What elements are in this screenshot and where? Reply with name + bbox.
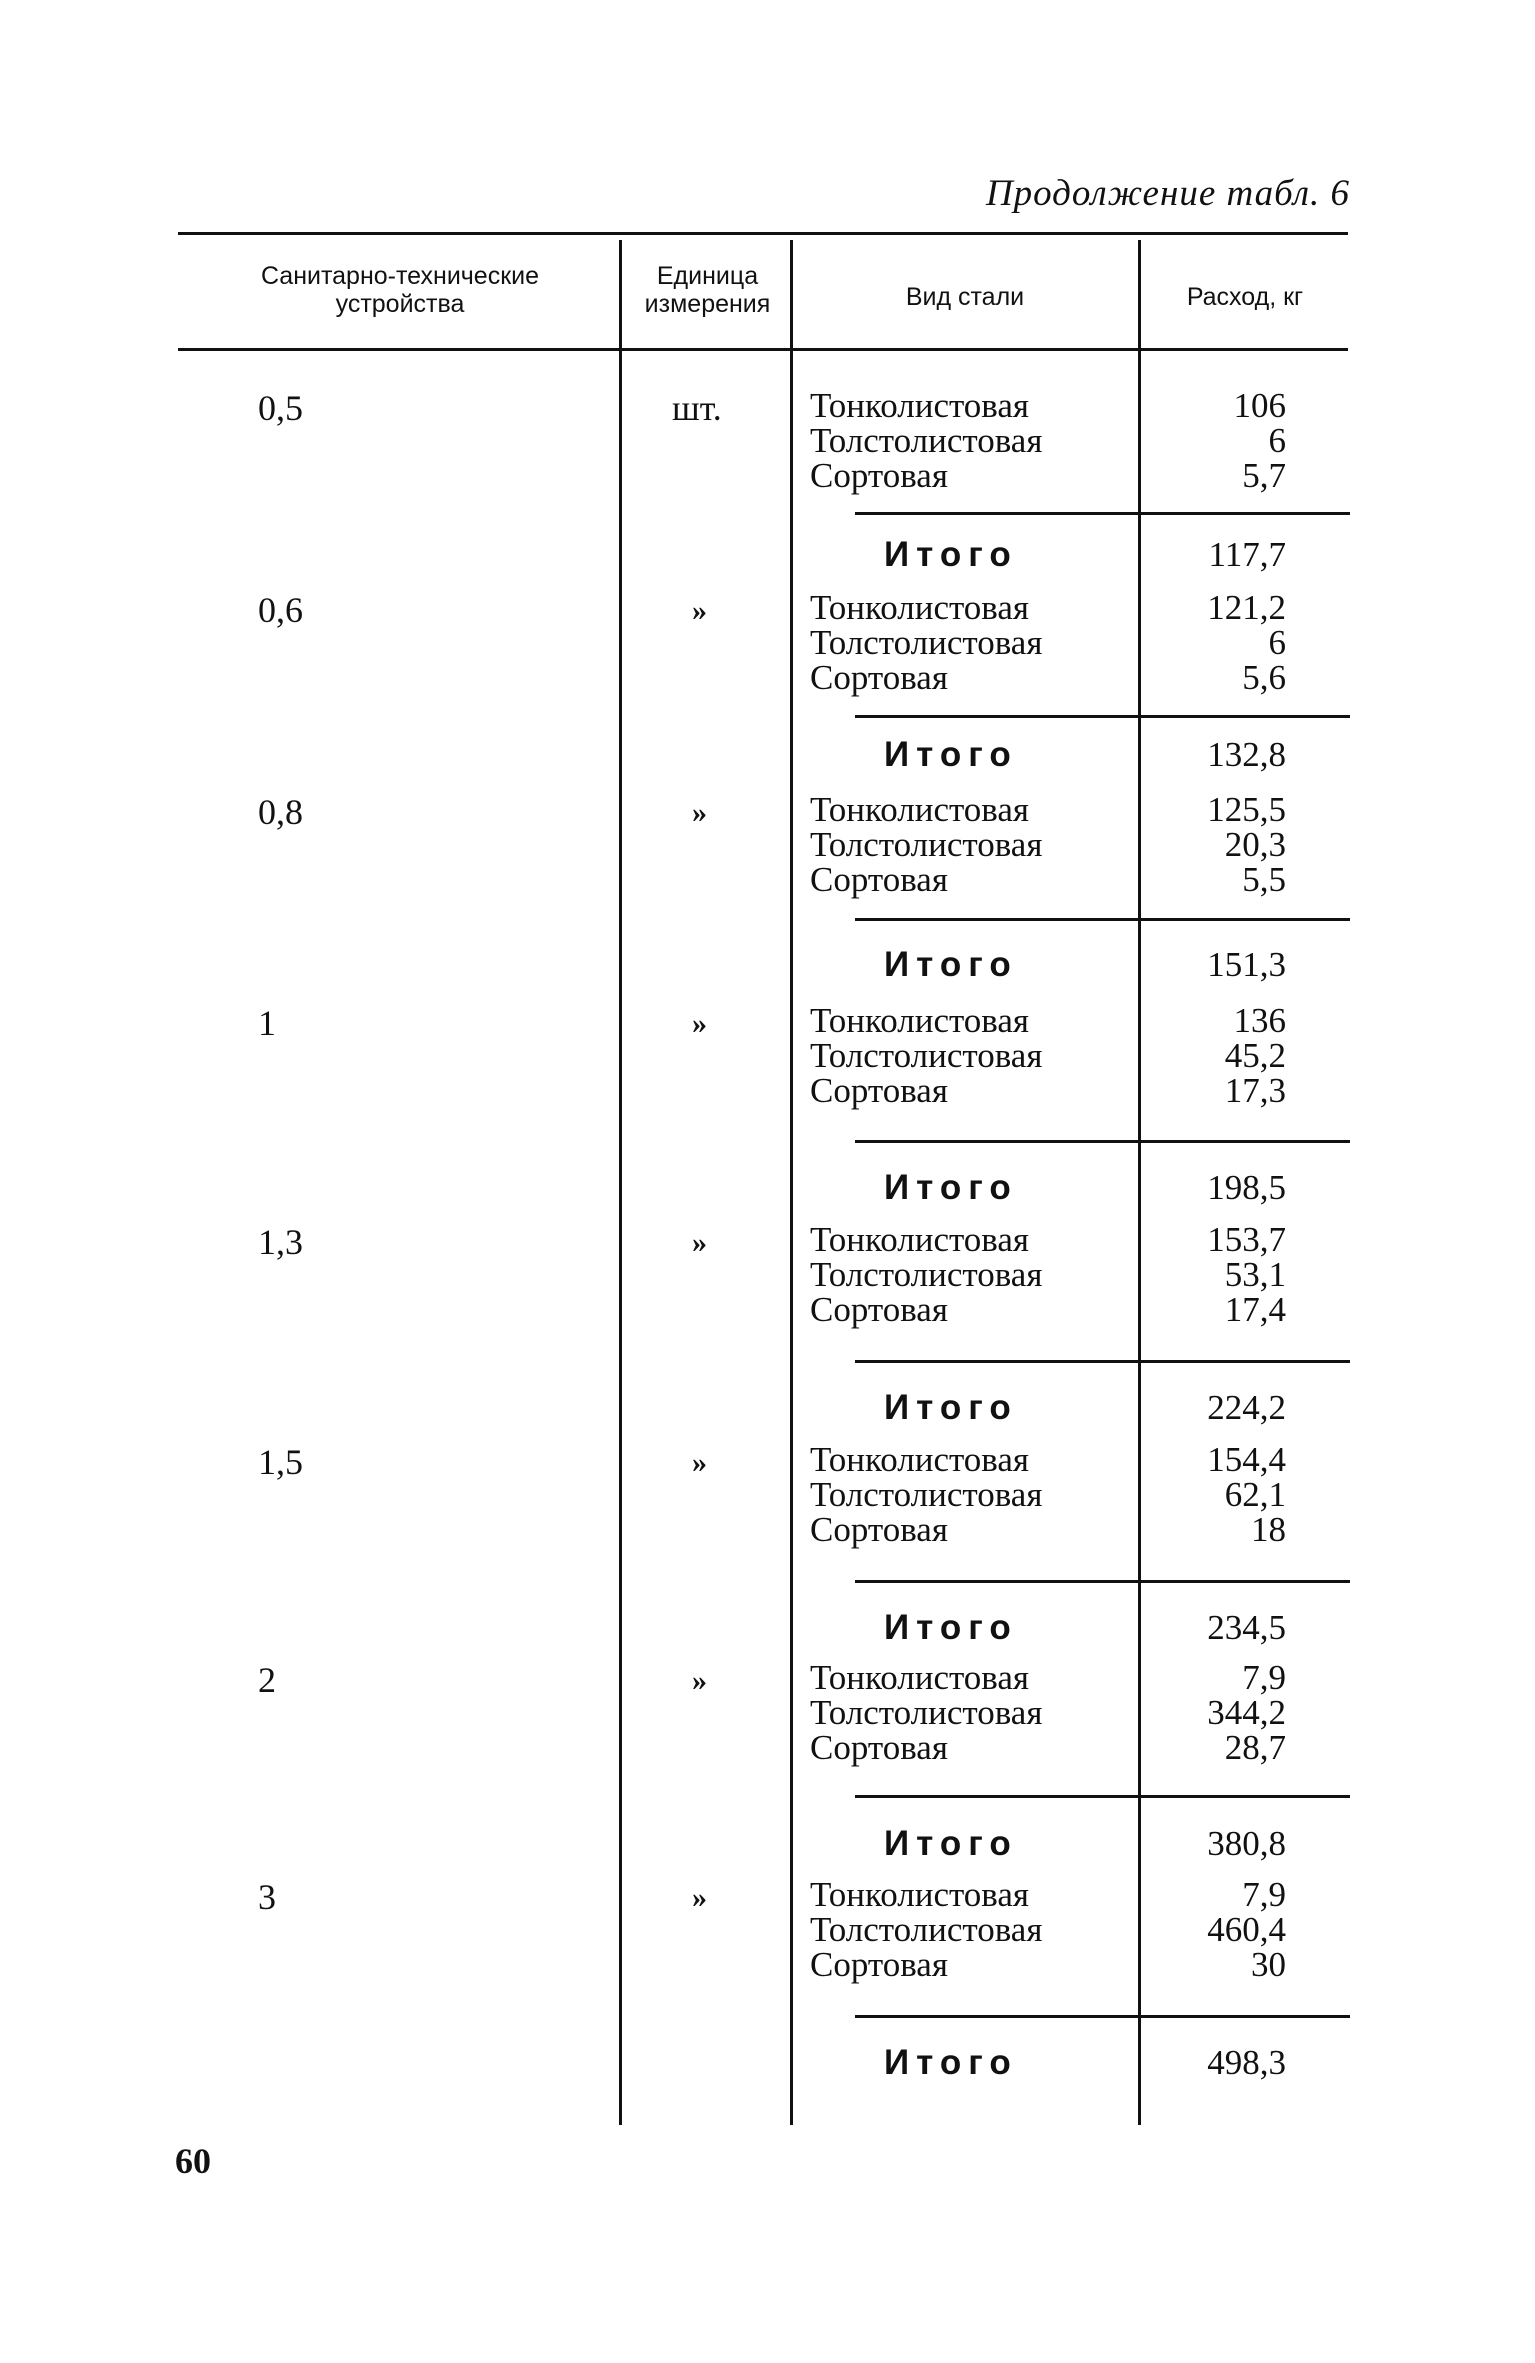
steel-types-cell: [810, 792, 1042, 897]
consumption-value: 6: [1268, 623, 1286, 662]
consumption-value: 5,5: [1242, 860, 1286, 899]
steel-types-cell: [810, 1660, 1042, 1765]
table-caption: Продолжение табл. 6: [985, 173, 1350, 214]
steel-type: Толстолистовая: [810, 825, 1043, 864]
page-number: 60: [175, 2141, 211, 2181]
steel-type: Тонколистовая: [810, 1220, 1030, 1259]
unit-cell: »: [692, 1226, 707, 1259]
consumption-cell: [1170, 388, 1286, 493]
consumption-value: 20,3: [1224, 825, 1286, 864]
consumption-value: 121,2: [1207, 588, 1286, 627]
total-value: 117,7: [1208, 535, 1286, 574]
consumption-value: 6: [1268, 421, 1286, 460]
unit-cell: »: [692, 1881, 707, 1914]
subtotal-rule: [855, 918, 1350, 921]
header-bottom-rule: [178, 348, 1348, 351]
total-value: 132,8: [1207, 735, 1286, 774]
consumption-value: 17,4: [1224, 1290, 1286, 1329]
steel-type: Тонколистовая: [810, 1001, 1030, 1040]
consumption-cell: [1170, 1003, 1286, 1108]
steel-types-cell: [810, 1877, 1042, 1982]
unit-cell: »: [692, 1664, 707, 1697]
subtotal-rule: [855, 1360, 1350, 1363]
total-label: Итого: [884, 2043, 1018, 2082]
subtotal-rule: [855, 512, 1350, 515]
device-cell: 1,3: [258, 1222, 303, 1262]
consumption-value: 153,7: [1207, 1220, 1286, 1259]
steel-type: Сортовая: [810, 658, 948, 697]
consumption-value: 18: [1251, 1510, 1286, 1549]
unit-cell: шт.: [672, 388, 722, 428]
total-label: Итого: [884, 945, 1018, 984]
header-steel-type: Вид стали: [905, 283, 1025, 311]
steel-type: Сортовая: [810, 1290, 948, 1329]
device-cell: 0,6: [258, 590, 303, 630]
column-divider-2: [790, 240, 793, 2125]
steel-type: Тонколистовая: [810, 1875, 1030, 1914]
total-label: Итого: [884, 1388, 1018, 1427]
subtotal-rule: [855, 715, 1350, 718]
steel-type: Толстолистовая: [810, 1036, 1043, 1075]
steel-types-cell: [810, 1003, 1042, 1108]
consumption-cell: [1170, 1877, 1286, 1982]
consumption-value: 125,5: [1207, 790, 1286, 829]
device-cell: 0,5: [258, 388, 303, 428]
consumption-value: 45,2: [1224, 1036, 1286, 1075]
steel-type: Толстолистовая: [810, 421, 1043, 460]
device-cell: 0,8: [258, 792, 303, 832]
consumption-value: 106: [1233, 386, 1286, 425]
column-divider-1: [619, 240, 622, 2125]
consumption-value: 5,6: [1242, 658, 1286, 697]
consumption-cell: [1170, 792, 1286, 897]
consumption-cell: [1170, 590, 1286, 695]
steel-type: Тонколистовая: [810, 1440, 1030, 1479]
steel-type: Тонколистовая: [810, 790, 1030, 829]
steel-type: Толстолистовая: [810, 1693, 1043, 1732]
device-cell: 1,5: [258, 1442, 303, 1482]
total-label: Итого: [884, 535, 1018, 574]
unit-cell: »: [692, 594, 707, 627]
steel-type: Толстолистовая: [810, 1475, 1043, 1514]
device-cell: 1: [258, 1003, 276, 1043]
consumption-cell: [1170, 1222, 1286, 1327]
steel-type: Тонколистовая: [810, 386, 1030, 425]
unit-cell: »: [692, 1446, 707, 1479]
consumption-value: 62,1: [1224, 1475, 1286, 1514]
consumption-value: 136: [1233, 1001, 1286, 1040]
consumption-cell: [1170, 1442, 1286, 1547]
consumption-value: 30: [1251, 1945, 1286, 1984]
total-label: Итого: [884, 1608, 1018, 1647]
total-value: 380,8: [1207, 1824, 1286, 1863]
consumption-cell: [1170, 1660, 1286, 1765]
consumption-value: 28,7: [1224, 1728, 1286, 1767]
unit-cell: »: [692, 1007, 707, 1040]
steel-type: Сортовая: [810, 1071, 948, 1110]
consumption-value: 344,2: [1207, 1693, 1286, 1732]
steel-types-cell: [810, 388, 1042, 493]
total-value: 224,2: [1207, 1388, 1286, 1427]
total-label: Итого: [884, 735, 1018, 774]
table-top-rule: [178, 232, 1348, 235]
device-cell: 3: [258, 1877, 276, 1917]
total-label: Итого: [884, 1168, 1018, 1207]
steel-type: Сортовая: [810, 1728, 948, 1767]
consumption-value: 154,4: [1207, 1440, 1286, 1479]
steel-type: Сортовая: [810, 456, 948, 495]
total-label: Итого: [884, 1824, 1018, 1863]
header-consumption: Расход, кг: [1186, 283, 1304, 311]
consumption-value: 53,1: [1224, 1255, 1286, 1294]
total-value: 198,5: [1207, 1168, 1286, 1207]
consumption-value: 17,3: [1224, 1071, 1286, 1110]
subtotal-rule: [855, 1795, 1350, 1798]
total-value: 151,3: [1207, 945, 1286, 984]
steel-type: Толстолистовая: [810, 623, 1043, 662]
steel-type: Сортовая: [810, 860, 948, 899]
column-divider-3: [1138, 240, 1141, 2125]
steel-types-cell: [810, 1222, 1042, 1327]
steel-type: Толстолистовая: [810, 1910, 1043, 1949]
steel-types-cell: [810, 1442, 1042, 1547]
consumption-value: 460,4: [1207, 1910, 1286, 1949]
unit-cell: »: [692, 796, 707, 829]
consumption-value: 5,7: [1242, 456, 1286, 495]
steel-types-cell: [810, 590, 1042, 695]
header-unit: Единица измерения: [644, 262, 771, 318]
steel-type: Толстолистовая: [810, 1255, 1043, 1294]
consumption-value: 7,9: [1242, 1875, 1286, 1914]
steel-type: Тонколистовая: [810, 588, 1030, 627]
steel-type: Сортовая: [810, 1510, 948, 1549]
device-cell: 2: [258, 1660, 276, 1700]
subtotal-rule: [855, 1140, 1350, 1143]
steel-type: Сортовая: [810, 1945, 948, 1984]
subtotal-rule: [855, 1580, 1350, 1583]
header-device: Санитарно-технические устройства: [260, 262, 540, 318]
subtotal-rule: [855, 2015, 1350, 2018]
total-value: 498,3: [1207, 2043, 1286, 2082]
steel-type: Тонколистовая: [810, 1658, 1030, 1697]
total-value: 234,5: [1207, 1608, 1286, 1647]
consumption-value: 7,9: [1242, 1658, 1286, 1697]
